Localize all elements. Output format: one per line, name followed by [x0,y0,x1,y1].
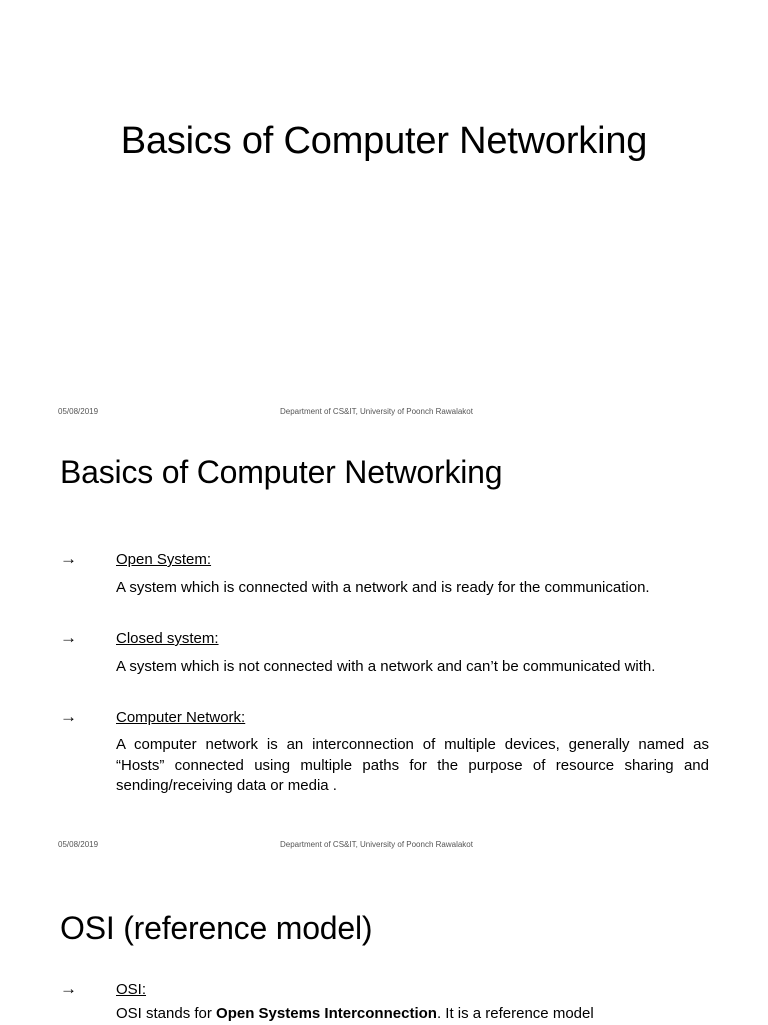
item-body-closed-system: A system which is not connected with a network and can’t be communicated with. [116,658,656,675]
footer-department: Department of CS&IT, University of Poonch Rawalakot [280,840,473,849]
footer-date: 05/08/2019 [58,840,99,849]
item-heading-open-system: Open System: [116,551,212,568]
slide-title: Basics of Computer Networking [60,454,503,490]
arrow-bullet-icon: → [60,707,77,726]
footer-department: Department of CS&IT, University of Poonch Rawalakot [280,407,473,416]
slide-2 [0,432,768,864]
slide-1 [0,0,768,432]
item-body-osi [116,1004,709,1025]
item-heading-osi: OSI: [116,981,147,998]
footer-date: 05/08/2019 [58,407,99,416]
item-heading-computer-network: Computer Network: [116,709,246,726]
osi-body-suffix: . It is a reference model [436,1005,594,1022]
item-body-computer-network: A computer network is an interconnection of multiple devices, generally named as “Hosts” connected using multiple paths for the purpose of resource sharing and sending/receiving data or media . [116,736,709,794]
item-heading-closed-system: Closed system: [116,630,219,647]
slide-title: OSI (reference model) [60,910,373,946]
arrow-bullet-icon: → [60,628,77,647]
osi-body-prefix: OSI stands for [116,1005,217,1022]
arrow-bullet-icon: → [60,979,77,998]
slide-3 [0,864,768,1024]
slide-title: Basics of Computer Networking [120,120,648,162]
item-body-open-system: A system which is connected with a network and is ready for the communication. [116,579,650,596]
osi-body-bold: Open Systems Interconnection [216,1005,437,1022]
arrow-bullet-icon: → [60,549,77,568]
